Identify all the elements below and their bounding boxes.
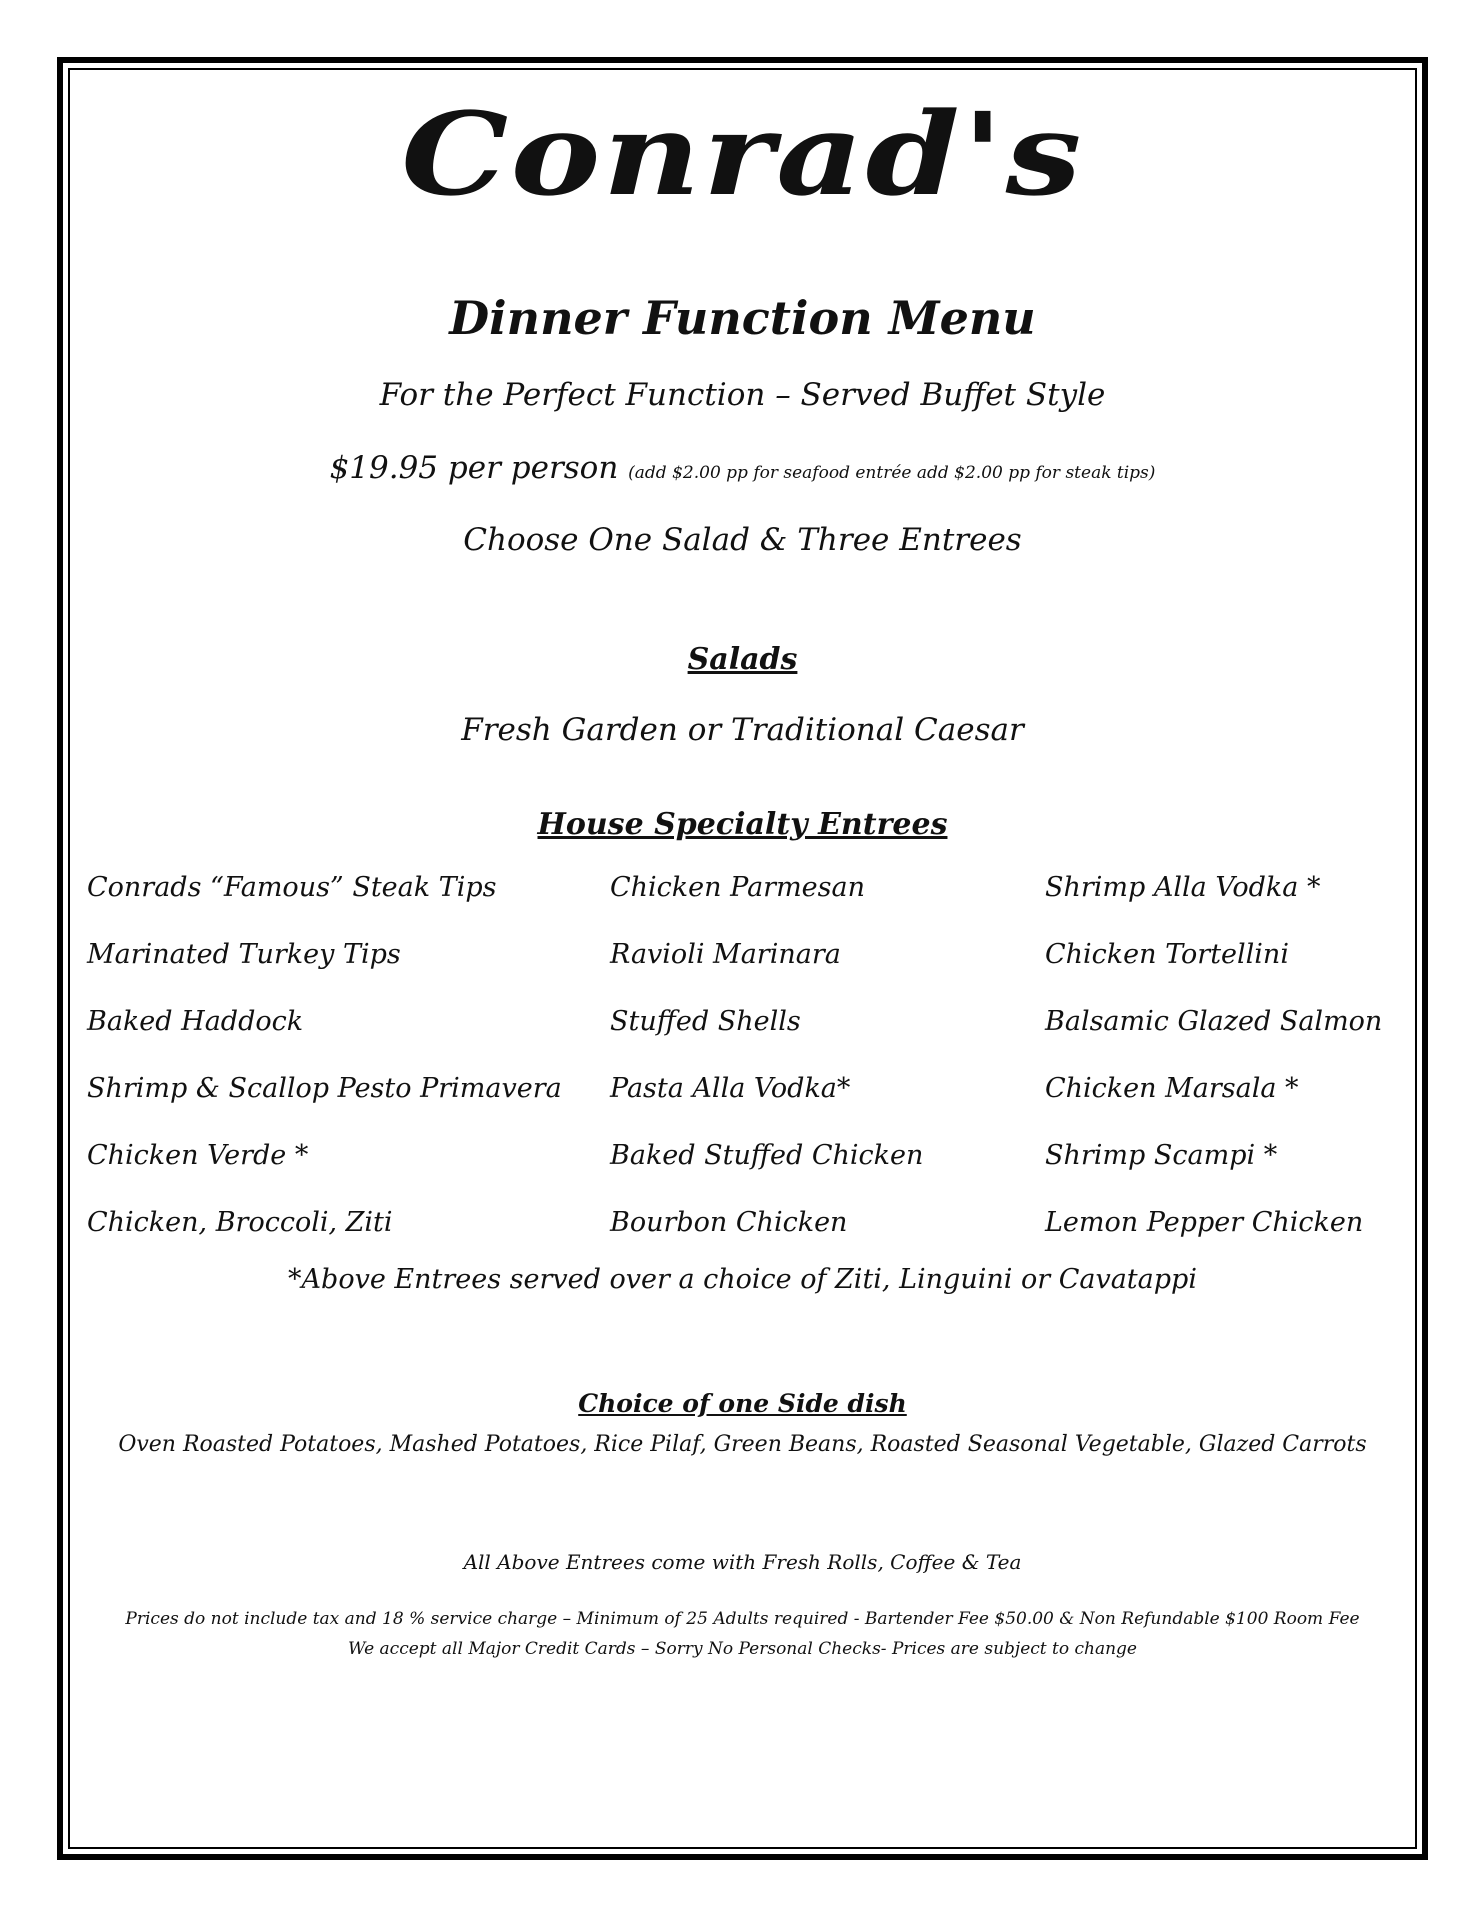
entree-item: Shrimp & Scallop Pesto Primavera <box>87 1073 562 1104</box>
entree-item: Marinated Turkey Tips <box>87 939 401 970</box>
entree-column-2 <box>610 870 1040 1272</box>
entree-item: Chicken Tortellini <box>1045 939 1289 970</box>
entree-item: Bourbon Chicken <box>610 1207 848 1238</box>
price-line <box>70 448 1415 493</box>
selection-instructions: Choose One Salad & Three Entrees <box>463 522 1022 558</box>
entree-item: Shrimp Alla Vodka * <box>1045 872 1321 903</box>
entree-pasta-note: *Above Entrees served over a choice of Ziti, Linguini or Cavatappi <box>288 1264 1197 1295</box>
menu-page <box>70 70 1415 1847</box>
menu-tagline: For the Perfect Function – Served Buffet Style <box>379 377 1106 413</box>
entree-item: Pasta Alla Vodka* <box>610 1073 851 1104</box>
menu-title: Dinner Function Menu <box>449 291 1036 345</box>
entree-column-3 <box>1045 870 1415 1272</box>
entree-item: Stuffed Shells <box>610 1006 801 1037</box>
entree-item: Chicken Marsala * <box>1045 1073 1299 1104</box>
entree-item: Balsamic Glazed Salmon <box>1045 1006 1383 1037</box>
pricing-terms: Prices do not include tax and 18 % service charge – Minimum of 25 Adults required - Bartender Fee $50.00 & Non Refundable $100 Room Fee <box>125 1609 1360 1629</box>
entree-list <box>87 870 1387 1270</box>
entree-item: Lemon Pepper Chicken <box>1045 1207 1364 1238</box>
sides-heading: Choice of one Side dish <box>578 1389 907 1418</box>
conrads-logo: Conrad's <box>401 87 1084 221</box>
price-text: $19.95 per person <box>329 450 619 486</box>
entree-item: Conrads “Famous” Steak Tips <box>87 872 497 903</box>
entree-item: Chicken Verde * <box>87 1140 309 1171</box>
price-note: (add $2.00 pp for seafood entrée add $2.00 pp for steak tips) <box>628 463 1156 483</box>
entrees-heading: House Specialty Entrees <box>537 807 948 842</box>
payment-terms: We accept all Major Credit Cards – Sorry No Personal Checks- Prices are subject to change <box>348 1639 1137 1659</box>
entree-item: Ravioli Marinara <box>610 939 841 970</box>
entree-item: Chicken Parmesan <box>610 872 865 903</box>
entree-item: Baked Haddock <box>87 1006 304 1037</box>
included-items: All Above Entrees come with Fresh Rolls, Coffee & Tea <box>463 1550 1022 1574</box>
sides-options: Oven Roasted Potatoes, Mashed Potatoes, Rice Pilaf, Green Beans, Roasted Seasonal Vegetable, Glazed Carrots <box>118 1432 1367 1457</box>
entree-item: Baked Stuffed Chicken <box>610 1140 924 1171</box>
entree-item: Shrimp Scampi * <box>1045 1140 1278 1171</box>
entree-column-1 <box>87 870 607 1272</box>
salads-heading: Salads <box>687 642 798 677</box>
entree-item: Chicken, Broccoli, Ziti <box>87 1207 393 1238</box>
salads-options: Fresh Garden or Traditional Caesar <box>461 712 1024 748</box>
